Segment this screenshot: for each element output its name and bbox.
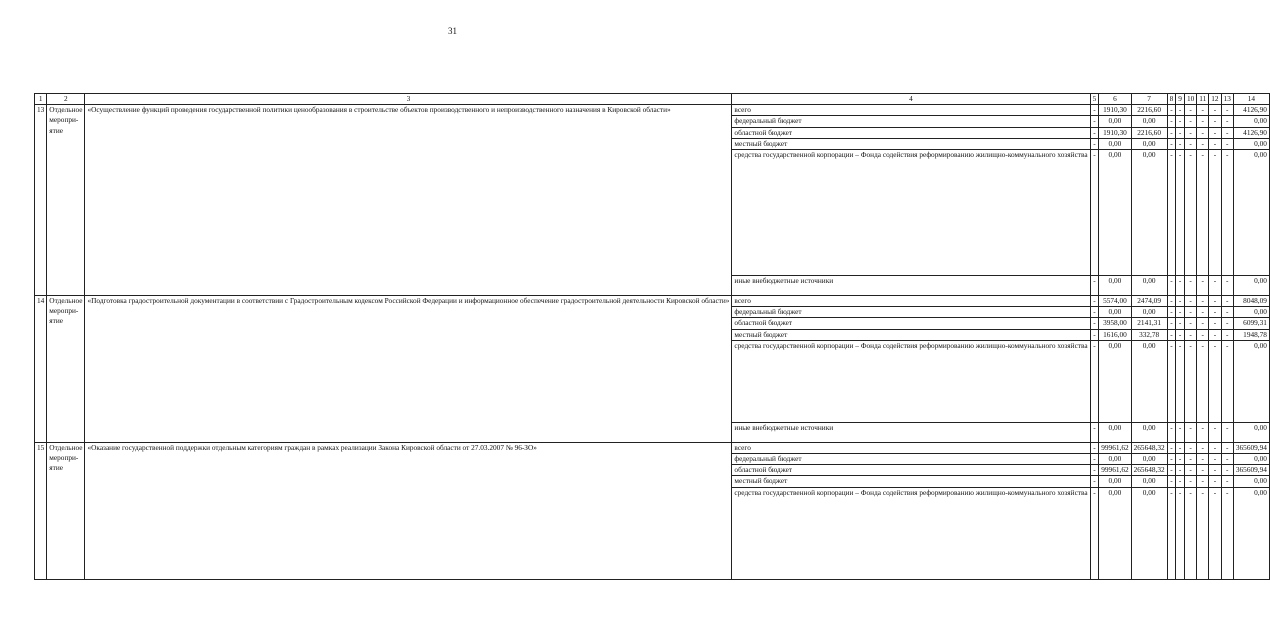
value-cell-c8: - [1167,138,1176,149]
value-cell-c8: - [1167,116,1176,127]
value-cell-c6: 0,00 [1099,422,1131,442]
value-cell-c7: 0,00 [1131,276,1167,296]
value-cell-c8: - [1167,150,1176,276]
event-title: «Подготовка градостроительной документации в соответствии с Градостроительным кодексом Российской Федерации и информационное обеспечение градостроительной деятельности Кировской области» [85,296,732,443]
value-cell-c5: - [1090,465,1099,476]
value-cell-c12: - [1209,105,1221,116]
value-cell-c13: - [1221,422,1233,442]
page-number: 31 [448,26,457,36]
value-cell-c7: 0,00 [1131,307,1167,318]
funding-source: средства государственной корпорации – Фонда содействия реформированию жилищно-коммунального хозяйства [732,150,1090,276]
value-cell-c6: 0,00 [1099,476,1131,487]
value-cell-c13: - [1221,318,1233,329]
value-cell-c5: - [1090,318,1099,329]
funding-source: всего [732,105,1090,116]
value-cell-c14: 0,00 [1233,150,1269,276]
value-cell-c7: 0,00 [1131,487,1167,579]
value-cell-c12: - [1209,454,1221,465]
value-cell-c13: - [1221,487,1233,579]
value-cell-c13: - [1221,150,1233,276]
value-cell-c6: 0,00 [1099,138,1131,149]
funding-source: местный бюджет [732,138,1090,149]
value-cell-c13: - [1221,340,1233,422]
value-cell-c7: 332,78 [1131,329,1167,340]
value-cell-c13: - [1221,329,1233,340]
funding-source: федеральный бюджет [732,307,1090,318]
value-cell-c12: - [1209,138,1221,149]
budget-table [34,93,1270,580]
value-cell-c8: - [1167,307,1176,318]
value-cell-c8: - [1167,454,1176,465]
table-row [35,442,1270,453]
value-cell-c10: - [1184,318,1196,329]
value-cell-c13: - [1221,296,1233,307]
funding-source: всего [732,296,1090,307]
value-cell-c12: - [1209,422,1221,442]
col-header: 9 [1176,94,1185,105]
value-cell-c11: - [1197,150,1209,276]
table-row [35,105,1270,116]
value-cell-c12: - [1209,442,1221,453]
value-cell-c13: - [1221,105,1233,116]
value-cell-c8: - [1167,422,1176,442]
value-cell-c8: - [1167,318,1176,329]
value-cell-c5: - [1090,127,1099,138]
value-cell-c6: 0,00 [1099,276,1131,296]
value-cell-c11: - [1197,487,1209,579]
value-cell-c5: - [1090,454,1099,465]
value-cell-c14: 365609,94 [1233,442,1269,453]
event-title: «Осуществление функций проведения государственной политики ценообразования в строительстве объектов производственного и непроизводственного назначения в Кировской области» [85,105,732,296]
value-cell-c10: - [1184,329,1196,340]
funding-source: местный бюджет [732,476,1090,487]
value-cell-c5: - [1090,307,1099,318]
value-cell-c6: 1910,30 [1099,127,1131,138]
value-cell-c14: 0,00 [1233,138,1269,149]
value-cell-c12: - [1209,296,1221,307]
col-header: 6 [1099,94,1131,105]
value-cell-c10: - [1184,454,1196,465]
value-cell-c9: - [1176,307,1185,318]
value-cell-c6: 0,00 [1099,340,1131,422]
value-cell-c13: - [1221,307,1233,318]
funding-source: областной бюджет [732,465,1090,476]
funding-source: средства государственной корпорации – Фонда содействия реформированию жилищно-коммунального хозяйства [732,487,1090,579]
value-cell-c12: - [1209,307,1221,318]
col-header: 14 [1233,94,1269,105]
value-cell-c9: - [1176,127,1185,138]
value-cell-c6: 0,00 [1099,307,1131,318]
col-header: 10 [1184,94,1196,105]
value-cell-c9: - [1176,296,1185,307]
table-row [35,296,1270,307]
value-cell-c14: 6099,31 [1233,318,1269,329]
value-cell-c8: - [1167,340,1176,422]
value-cell-c12: - [1209,487,1221,579]
value-cell-c8: - [1167,105,1176,116]
value-cell-c9: - [1176,105,1185,116]
value-cell-c14: 4126,90 [1233,127,1269,138]
col-header: 11 [1197,94,1209,105]
col-header: 7 [1131,94,1167,105]
value-cell-c7: 265648,32 [1131,442,1167,453]
value-cell-c5: - [1090,138,1099,149]
value-cell-c11: - [1197,422,1209,442]
value-cell-c10: - [1184,138,1196,149]
value-cell-c8: - [1167,127,1176,138]
value-cell-c12: - [1209,116,1221,127]
value-cell-c10: - [1184,340,1196,422]
value-cell-c9: - [1176,422,1185,442]
value-cell-c13: - [1221,138,1233,149]
value-cell-c13: - [1221,442,1233,453]
value-cell-c5: - [1090,329,1099,340]
column-header-row [35,94,1270,105]
value-cell-c8: - [1167,487,1176,579]
value-cell-c7: 0,00 [1131,454,1167,465]
value-cell-c6: 0,00 [1099,116,1131,127]
value-cell-c5: - [1090,487,1099,579]
value-cell-c6: 0,00 [1099,487,1131,579]
value-cell-c9: - [1176,318,1185,329]
value-cell-c7: 2474,09 [1131,296,1167,307]
value-cell-c7: 0,00 [1131,422,1167,442]
value-cell-c11: - [1197,116,1209,127]
value-cell-c14: 0,00 [1233,276,1269,296]
value-cell-c5: - [1090,276,1099,296]
value-cell-c11: - [1197,307,1209,318]
event-type: Отдельное меропри- ятие [47,105,85,296]
value-cell-c11: - [1197,296,1209,307]
value-cell-c7: 265648,32 [1131,465,1167,476]
value-cell-c10: - [1184,150,1196,276]
col-header: 12 [1209,94,1221,105]
value-cell-c9: - [1176,329,1185,340]
row-number: 14 [35,296,47,443]
value-cell-c6: 5574,00 [1099,296,1131,307]
value-cell-c7: 0,00 [1131,340,1167,422]
value-cell-c14: 0,00 [1233,340,1269,422]
value-cell-c9: - [1176,138,1185,149]
value-cell-c13: - [1221,116,1233,127]
value-cell-c7: 2216,60 [1131,127,1167,138]
value-cell-c9: - [1176,454,1185,465]
funding-source: средства государственной корпорации – Фонда содействия реформированию жилищно-коммунального хозяйства [732,340,1090,422]
value-cell-c10: - [1184,105,1196,116]
value-cell-c14: 0,00 [1233,116,1269,127]
value-cell-c11: - [1197,454,1209,465]
value-cell-c11: - [1197,127,1209,138]
value-cell-c12: - [1209,127,1221,138]
value-cell-c5: - [1090,476,1099,487]
value-cell-c7: 0,00 [1131,150,1167,276]
funding-source: иные внебюджетные источники [732,422,1090,442]
value-cell-c6: 3958,00 [1099,318,1131,329]
value-cell-c5: - [1090,422,1099,442]
value-cell-c14: 0,00 [1233,422,1269,442]
value-cell-c7: 0,00 [1131,476,1167,487]
value-cell-c5: - [1090,340,1099,422]
value-cell-c10: - [1184,476,1196,487]
col-header: 3 [85,94,732,105]
value-cell-c10: - [1184,276,1196,296]
value-cell-c11: - [1197,476,1209,487]
value-cell-c12: - [1209,465,1221,476]
value-cell-c9: - [1176,476,1185,487]
value-cell-c14: 0,00 [1233,476,1269,487]
value-cell-c13: - [1221,127,1233,138]
funding-source: иные внебюджетные источники [732,276,1090,296]
value-cell-c7: 2216,60 [1131,105,1167,116]
funding-source: областной бюджет [732,318,1090,329]
value-cell-c12: - [1209,150,1221,276]
value-cell-c10: - [1184,487,1196,579]
value-cell-c10: - [1184,116,1196,127]
value-cell-c8: - [1167,465,1176,476]
value-cell-c7: 0,00 [1131,138,1167,149]
value-cell-c10: - [1184,296,1196,307]
event-type: Отдельное меропри- ятие [47,296,85,443]
value-cell-c9: - [1176,116,1185,127]
value-cell-c14: 0,00 [1233,307,1269,318]
value-cell-c5: - [1090,105,1099,116]
value-cell-c12: - [1209,329,1221,340]
value-cell-c8: - [1167,476,1176,487]
funding-source: местный бюджет [732,329,1090,340]
value-cell-c14: 4126,90 [1233,105,1269,116]
value-cell-c6: 1616,00 [1099,329,1131,340]
row-number: 15 [35,442,47,579]
value-cell-c11: - [1197,465,1209,476]
value-cell-c5: - [1090,150,1099,276]
funding-source: федеральный бюджет [732,116,1090,127]
value-cell-c9: - [1176,276,1185,296]
event-title: «Оказание государственной поддержки отдельным категориям граждан в рамках реализации Закона Кировской области от 27.03.2007 № 96-ЗО» [85,442,732,579]
value-cell-c5: - [1090,116,1099,127]
event-type: Отдельное меропри- ятие [47,442,85,579]
value-cell-c11: - [1197,318,1209,329]
value-cell-c11: - [1197,329,1209,340]
value-cell-c14: 0,00 [1233,487,1269,579]
funding-source: областной бюджет [732,127,1090,138]
value-cell-c12: - [1209,476,1221,487]
value-cell-c5: - [1090,442,1099,453]
value-cell-c10: - [1184,422,1196,442]
value-cell-c12: - [1209,276,1221,296]
value-cell-c12: - [1209,318,1221,329]
value-cell-c8: - [1167,276,1176,296]
value-cell-c6: 1910,30 [1099,105,1131,116]
col-header: 4 [732,94,1090,105]
value-cell-c13: - [1221,465,1233,476]
value-cell-c6: 99961,62 [1099,465,1131,476]
value-cell-c14: 1948,78 [1233,329,1269,340]
value-cell-c11: - [1197,138,1209,149]
value-cell-c14: 365609,94 [1233,465,1269,476]
value-cell-c6: 0,00 [1099,454,1131,465]
value-cell-c9: - [1176,340,1185,422]
table-body [35,94,1270,580]
value-cell-c11: - [1197,442,1209,453]
value-cell-c6: 0,00 [1099,150,1131,276]
value-cell-c14: 8048,09 [1233,296,1269,307]
value-cell-c10: - [1184,127,1196,138]
funding-source: всего [732,442,1090,453]
col-header: 8 [1167,94,1176,105]
value-cell-c11: - [1197,105,1209,116]
value-cell-c7: 0,00 [1131,116,1167,127]
funding-source: федеральный бюджет [732,454,1090,465]
value-cell-c10: - [1184,442,1196,453]
value-cell-c13: - [1221,276,1233,296]
col-header: 2 [47,94,85,105]
value-cell-c8: - [1167,329,1176,340]
value-cell-c9: - [1176,150,1185,276]
value-cell-c5: - [1090,296,1099,307]
value-cell-c10: - [1184,307,1196,318]
row-number: 13 [35,105,47,296]
value-cell-c9: - [1176,487,1185,579]
value-cell-c13: - [1221,454,1233,465]
col-header: 1 [35,94,47,105]
value-cell-c9: - [1176,465,1185,476]
value-cell-c13: - [1221,476,1233,487]
value-cell-c12: - [1209,340,1221,422]
value-cell-c9: - [1176,442,1185,453]
value-cell-c8: - [1167,442,1176,453]
value-cell-c6: 99961,62 [1099,442,1131,453]
value-cell-c10: - [1184,465,1196,476]
value-cell-c7: 2141,31 [1131,318,1167,329]
value-cell-c11: - [1197,340,1209,422]
col-header: 5 [1090,94,1099,105]
value-cell-c8: - [1167,296,1176,307]
value-cell-c11: - [1197,276,1209,296]
value-cell-c14: 0,00 [1233,454,1269,465]
col-header: 13 [1221,94,1233,105]
